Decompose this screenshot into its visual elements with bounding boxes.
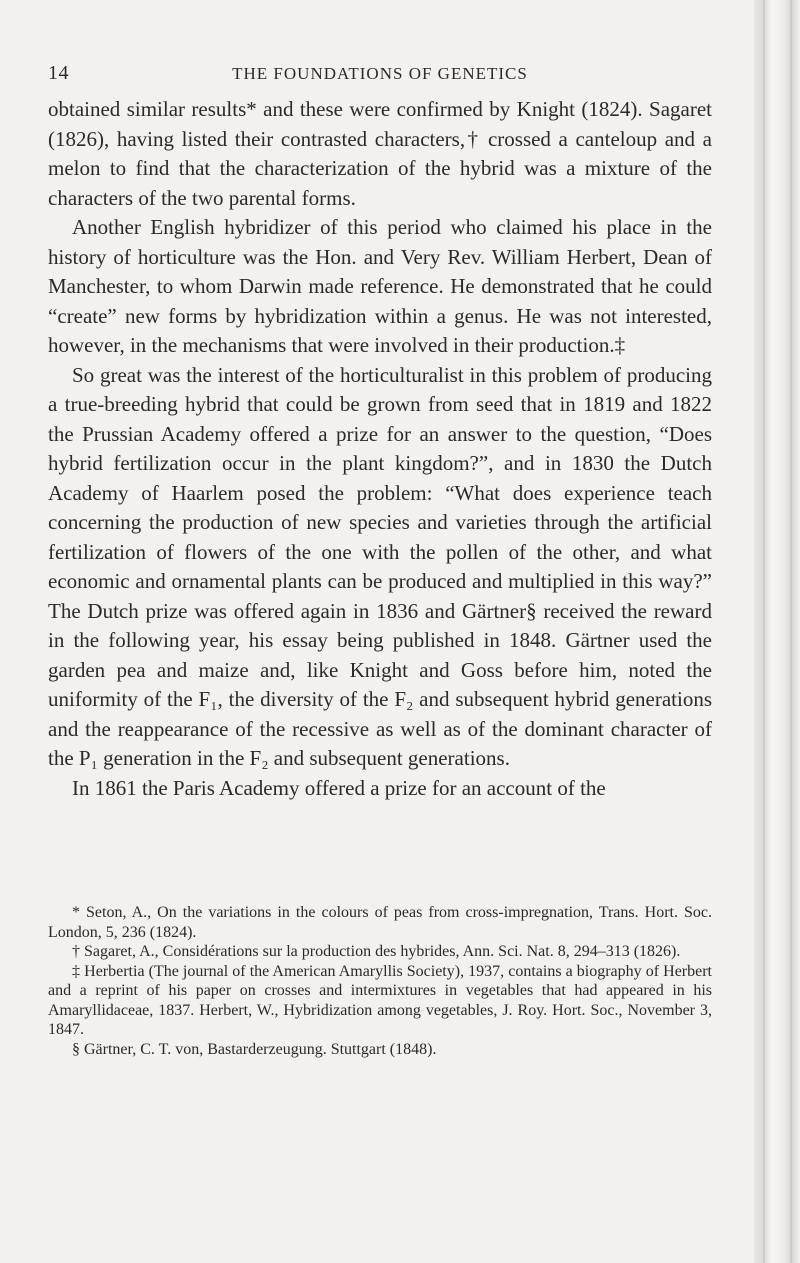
footnotes xyxy=(48,903,712,1059)
paragraph: obtained similar results* and these were confirmed by Knight (1824). Sagaret (1826), having listed their contrasted characters,† crossed a canteloup and a melon to find that the characterization of the hybrid was a mixture of the characters of the two parental forms. xyxy=(48,97,712,210)
footnote: ‡ Herbertia (The journal of the American Amaryllis Society), 1937, contains a biography of Herbert and a reprint of his paper on crosses and intermixtures in vegetables that had appeared in his Amaryllidaceae, 1837. Herbert, W., Hybridization among vegetables, J. Roy. Hort. Soc., November 3, 1847. xyxy=(48,962,712,1038)
book-spine-edge xyxy=(754,0,800,1263)
body-text xyxy=(48,95,712,803)
footnote: § Gärtner, C. T. von, Bastarderzeugung. Stuttgart (1848). xyxy=(72,1040,437,1058)
spine-fold-line xyxy=(763,0,765,1263)
paragraph: In 1861 the Paris Academy offered a prize for an account of the xyxy=(72,775,606,800)
footnote: † Sagaret, A., Considérations sur la production des hybrides, Ann. Sci. Nat. 8, 294–313 (1826). xyxy=(72,943,681,960)
spine-fold-line xyxy=(790,0,792,1263)
paragraph: So great was the interest of the horticulturalist in this problem of producing a true-breeding hybrid that could be grown from seed that in 1819 and 1822 the Prussian Academy offered a prize for an answer to the question, “Does hybrid fertilization occur in the plant kingdom?”, and in 1830 the Dutch Academy of Haarlem posed the problem: “What does experience teach concerning the production of new species and varieties through the artificial fertilization of flowers of the one with the pollen of the other, and what economic and ornamental plants can be produced and multiplied in this way?” The Dutch prize was offered again in 1836 and Gärtner§ received the reward in the following year, his essay being published in 1848. Gärtner used the garden pea and maize and, like Knight and Goss before him, noted the uniformity of the F₁, the diversity of the F₂ and subsequent hybrid generations and the reappearance of the recessive as well as of the dominant character of the P₁ generation in the F₂ and subsequent generations. xyxy=(48,362,712,770)
page-header xyxy=(48,62,712,86)
footnote: * Seton, A., On the variations in the colours of peas from cross-impregnation, Trans. Hort. Soc. London, 5, 236 (1824). xyxy=(48,904,712,941)
page-number: 14 xyxy=(48,62,69,84)
paragraph: Another English hybridizer of this period who claimed his place in the history of horticulture was the Hon. and Very Rev. William Herbert, Dean of Manchester, to whom Darwin made reference. He demonstrated that he could “create” new forms by hybridization within a genus. He was not interested, however, in the mechanisms that were involved in their production.‡ xyxy=(48,215,712,357)
running-head: THE FOUNDATIONS OF GENETICS xyxy=(232,64,528,83)
